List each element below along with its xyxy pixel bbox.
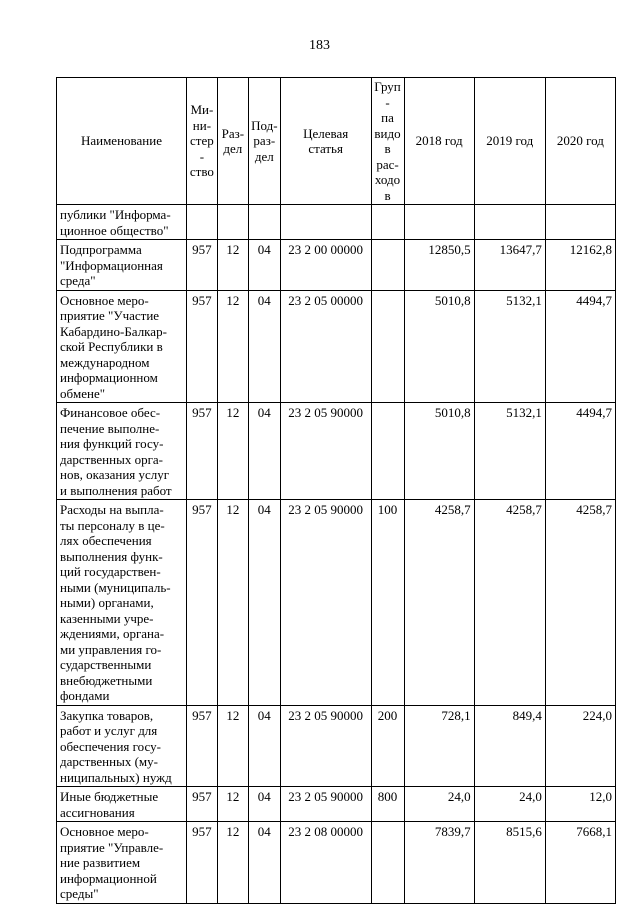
- row-value-2018: 5010,8: [404, 403, 474, 500]
- row-target: 23 2 05 90000: [280, 787, 371, 822]
- row-value-2019: 24,0: [474, 787, 545, 822]
- header-ministry: Ми- ни- стер- ство: [186, 78, 217, 205]
- row-value-2020: 7668,1: [545, 822, 615, 904]
- header-name: Наименование: [57, 78, 187, 205]
- row-section: 12: [217, 290, 248, 403]
- row-group: [371, 822, 404, 904]
- row-value-2019: 8515,6: [474, 822, 545, 904]
- row-ministry: 957: [186, 290, 217, 403]
- row-name: Подпрограмма "Информационная среда": [57, 240, 187, 291]
- row-value-2018: 7839,7: [404, 822, 474, 904]
- row-section: 12: [217, 240, 248, 291]
- row-section: 12: [217, 787, 248, 822]
- row-value-2019: 5132,1: [474, 290, 545, 403]
- row-name: Расходы на выпла- ты персоналу в це- лях обеспечения выполнения функ- ций государствен- ными (муниципаль- ными) органами, казенными учре- ждениями, органа- ми управления го- сударственными внебюджетными фондами: [57, 500, 187, 706]
- row-value-2020: 12162,8: [545, 240, 615, 291]
- row-ministry: 957: [186, 822, 217, 904]
- header-subsection: Под- раз- дел: [248, 78, 280, 205]
- row-target: 23 2 05 90000: [280, 705, 371, 787]
- row-section: 12: [217, 403, 248, 500]
- table-row: [57, 787, 616, 822]
- row-group: [371, 403, 404, 500]
- row-subsection: 04: [248, 500, 280, 706]
- table-row: [57, 403, 616, 500]
- row-value-2018: 4258,7: [404, 500, 474, 706]
- row-value-2019: [474, 205, 545, 240]
- row-ministry: [186, 205, 217, 240]
- row-value-2018: 24,0: [404, 787, 474, 822]
- row-group: 800: [371, 787, 404, 822]
- row-ministry: 957: [186, 705, 217, 787]
- page-number: 183: [309, 38, 330, 53]
- row-value-2018: 12850,5: [404, 240, 474, 291]
- row-target: 23 2 05 90000: [280, 403, 371, 500]
- row-value-2020: 12,0: [545, 787, 615, 822]
- row-group: [371, 290, 404, 403]
- row-value-2019: 13647,7: [474, 240, 545, 291]
- table-row: [57, 290, 616, 403]
- row-value-2019: 5132,1: [474, 403, 545, 500]
- row-ministry: 957: [186, 500, 217, 706]
- row-ministry: 957: [186, 403, 217, 500]
- table-row: [57, 500, 616, 706]
- row-group: [371, 205, 404, 240]
- row-subsection: 04: [248, 822, 280, 904]
- row-value-2020: 224,0: [545, 705, 615, 787]
- row-section: [217, 205, 248, 240]
- row-value-2018: 728,1: [404, 705, 474, 787]
- row-section: 12: [217, 500, 248, 706]
- table-header-row: [57, 78, 616, 205]
- budget-table: [56, 77, 616, 904]
- table-row: [57, 822, 616, 904]
- header-target: Целевая статья: [280, 78, 371, 205]
- row-target: 23 2 05 90000: [280, 500, 371, 706]
- row-subsection: 04: [248, 240, 280, 291]
- row-target: 23 2 05 00000: [280, 290, 371, 403]
- row-ministry: 957: [186, 787, 217, 822]
- row-subsection: 04: [248, 787, 280, 822]
- row-ministry: 957: [186, 240, 217, 291]
- row-value-2018: [404, 205, 474, 240]
- row-section: 12: [217, 705, 248, 787]
- row-name: Закупка товаров, работ и услуг для обеспечения госу- дарственных (му- ниципальных) нужд: [57, 705, 187, 787]
- row-name: Основное меро- приятие "Управле- ние развитием информационной среды": [57, 822, 187, 904]
- table-row: [57, 705, 616, 787]
- row-name: Основное меро- приятие "Участие Кабардино-Балкар- ской Республики в международном информационном обмене": [57, 290, 187, 403]
- row-subsection: 04: [248, 705, 280, 787]
- row-value-2020: 4258,7: [545, 500, 615, 706]
- table-row: [57, 240, 616, 291]
- header-year-2018: 2018 год: [404, 78, 474, 205]
- row-target: [280, 205, 371, 240]
- row-subsection: [248, 205, 280, 240]
- header-year-2019: 2019 год: [474, 78, 545, 205]
- header-year-2020: 2020 год: [545, 78, 615, 205]
- row-group: [371, 240, 404, 291]
- table-body: [57, 205, 616, 904]
- row-name: публики "Информа- ционное общество": [57, 205, 187, 240]
- row-target: 23 2 00 00000: [280, 240, 371, 291]
- row-name: Финансовое обес- печение выполне- ния функций госу- дарственных орга- нов, оказания услуг и выполнения работ: [57, 403, 187, 500]
- row-value-2019: 4258,7: [474, 500, 545, 706]
- row-group: 100: [371, 500, 404, 706]
- row-value-2020: [545, 205, 615, 240]
- header-section: Раз- дел: [217, 78, 248, 205]
- row-name: Иные бюджетные ассигнования: [57, 787, 187, 822]
- row-section: 12: [217, 822, 248, 904]
- row-value-2020: 4494,7: [545, 290, 615, 403]
- row-value-2018: 5010,8: [404, 290, 474, 403]
- header-group: Груп- па видов рас- ходов: [371, 78, 404, 205]
- row-value-2019: 849,4: [474, 705, 545, 787]
- row-subsection: 04: [248, 290, 280, 403]
- table-row: [57, 205, 616, 240]
- row-subsection: 04: [248, 403, 280, 500]
- row-value-2020: 4494,7: [545, 403, 615, 500]
- row-target: 23 2 08 00000: [280, 822, 371, 904]
- row-group: 200: [371, 705, 404, 787]
